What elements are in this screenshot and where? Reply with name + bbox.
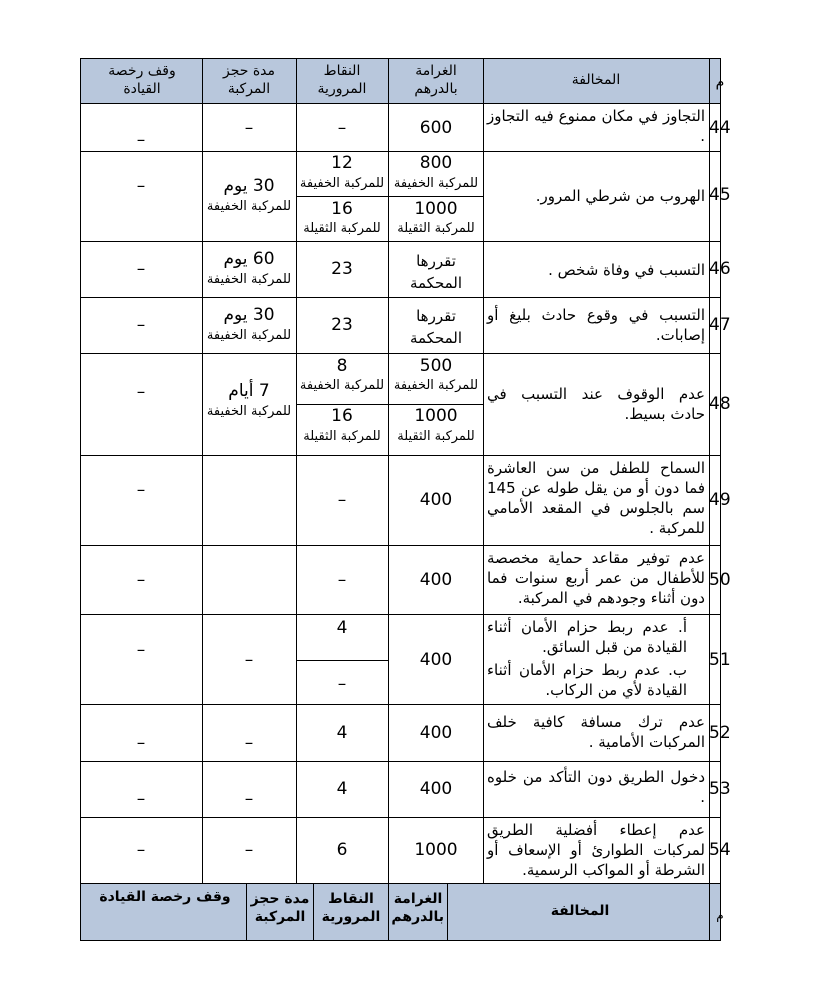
row-53-points: 4 <box>336 779 348 799</box>
row-52-license: – <box>136 733 146 753</box>
row-50-points: – <box>337 570 347 590</box>
row-48-points-a-sub: للمركبة الخفيفة <box>299 378 385 393</box>
header-license: وقف رخصة القيادة <box>108 63 176 97</box>
row-53-fine: 400 <box>419 779 453 799</box>
row-49-points: – <box>337 490 347 510</box>
row-45-fine-b: 1000 <box>414 199 458 219</box>
row-48-fine-b-sub: للمركبة الثقيلة <box>397 429 475 444</box>
row-51-points-a: 4 <box>336 618 348 638</box>
row-44-fine: 600 <box>419 118 453 138</box>
row-50-fine: 400 <box>419 570 453 590</box>
row-48-license: – <box>136 382 146 402</box>
header-impound: مدة حجز المركبة <box>222 63 276 97</box>
row-46-points: 23 <box>331 259 353 279</box>
row-54-fine: 1000 <box>414 840 458 860</box>
footer-impound: مدة حجز المركبة <box>250 891 310 925</box>
row-46-impound: 60 يوم <box>223 249 275 269</box>
row-48-points-a: 8 <box>336 356 348 376</box>
row-45-fine-a: 800 <box>419 153 453 173</box>
row-num-52: 52 <box>709 723 731 743</box>
row-num-50: 50 <box>709 570 731 590</box>
row-47-impound: 30 يوم <box>223 305 275 325</box>
row-45-impound-sub: للمركبة الخفيفة <box>206 199 292 214</box>
row-num-54: 54 <box>709 840 731 860</box>
row-52-violation: عدم ترك مسافة كافية خلف المركبات الأمامية . <box>487 713 705 751</box>
row-51-fine: 400 <box>419 650 453 670</box>
row-54-impound: – <box>244 840 254 860</box>
row-48-fine-a-sub: للمركبة الخفيفة <box>393 378 479 393</box>
row-51-violation-a: أ. عدم ربط حزام الأمان أثناء القيادة من قبل السائق. <box>487 618 687 656</box>
row-num-47: 47 <box>709 315 731 335</box>
row-49-license: – <box>136 480 146 500</box>
row-45-points-b-sub: للمركبة الثقيلة <box>303 221 381 236</box>
row-48-violation: عدم الوقوف عند التسبب في حادث بسيط. <box>487 385 705 423</box>
footer-fine: الغرامة بالدرهم <box>391 891 444 925</box>
row-51-impound: – <box>244 650 254 670</box>
row-53-violation: دخول الطريق دون التأكد من خلوه . <box>487 768 705 806</box>
row-45-points-b: 16 <box>331 199 353 219</box>
row-num-46: 46 <box>709 259 731 279</box>
header-violation: المخالفة <box>571 72 621 88</box>
footer-license: وقف رخصة القيادة <box>99 889 231 905</box>
row-52-points: 4 <box>336 723 348 743</box>
row-num-49: 49 <box>709 490 731 510</box>
row-52-fine: 400 <box>419 723 453 743</box>
row-num-48: 48 <box>709 394 731 414</box>
row-51-license: – <box>136 640 146 660</box>
row-45-license: – <box>136 176 146 196</box>
row-54-violation: عدم إعطاء أفضلية الطريق لمركبات الطوارئ أو الإسعاف أو الشرطة أو المواكب الرسمية. <box>487 821 705 879</box>
row-47-points: 23 <box>331 315 353 335</box>
row-45-points-a: 12 <box>331 153 353 173</box>
row-48-fine-a: 500 <box>419 356 453 376</box>
row-45-points-a-sub: للمركبة الخفيفة <box>299 176 385 191</box>
row-48-impound-sub: للمركبة الخفيفة <box>206 404 292 419</box>
row-47-violation: التسبب في وقوع حادث بليغ أو إصابات. <box>487 306 705 344</box>
footer-violation: المخالفة <box>550 903 610 919</box>
row-52-impound: – <box>244 733 254 753</box>
row-44-violation: التجاوز في مكان ممنوع فيه التجاوز . <box>487 107 705 145</box>
header-num: م <box>715 74 725 90</box>
row-46-license: – <box>136 259 146 279</box>
row-51-points-b: – <box>337 674 347 694</box>
header-fine: الغرامة بالدرهم <box>414 63 458 97</box>
row-48-fine-b: 1000 <box>414 406 458 426</box>
row-53-license: – <box>136 789 146 809</box>
row-45-impound: 30 يوم <box>223 176 275 196</box>
row-47-license: – <box>136 315 146 335</box>
row-48-points-b: 16 <box>331 406 353 426</box>
row-46-impound-sub: للمركبة الخفيفة <box>206 272 292 287</box>
row-44-impound: – <box>244 118 254 138</box>
row-48-points-b-sub: للمركبة الثقيلة <box>303 429 381 444</box>
row-46-fine: تقررها المحكمة <box>409 252 463 292</box>
row-45-fine-a-sub: للمركبة الخفيفة <box>393 176 479 191</box>
row-49-fine: 400 <box>419 490 453 510</box>
row-48-impound: 7 أيام <box>228 381 270 401</box>
row-54-points: 6 <box>336 840 348 860</box>
row-54-license: – <box>136 840 146 860</box>
row-46-violation: التسبب في وفاة شخص . <box>548 261 705 279</box>
header-points: النقاط المرورية <box>317 63 367 97</box>
row-num-51: 51 <box>709 650 731 670</box>
footer-points: النقاط المرورية <box>321 891 381 925</box>
row-45-violation: الهروب من شرطي المرور. <box>535 187 705 205</box>
row-47-impound-sub: للمركبة الخفيفة <box>206 328 292 343</box>
row-44-license: – <box>136 130 146 150</box>
row-45-fine-b-sub: للمركبة الثقيلة <box>397 221 475 236</box>
row-50-violation: عدم توفير مقاعد حماية مخصصة للأطفال من عمر أربع سنوات فما دون أثناء وجودهم في المركبة. <box>487 549 705 607</box>
row-num-44: 44 <box>709 118 731 138</box>
row-47-fine: تقررها المحكمة <box>409 307 463 347</box>
row-53-impound: – <box>244 789 254 809</box>
footer-num: م <box>716 908 724 922</box>
row-50-license: – <box>136 570 146 590</box>
row-num-45: 45 <box>709 185 731 205</box>
row-num-53: 53 <box>709 779 731 799</box>
row-49-violation: السماح للطفل من سن العاشرة فما دون أو من يقل طوله عن 145 سم بالجلوس في المقعد الأمامي للمركبة . <box>487 459 705 537</box>
row-51-violation-b: ب. عدم ربط حزام الأمان أثناء القيادة لأي من الركاب. <box>487 661 687 699</box>
row-44-points: – <box>337 118 347 138</box>
